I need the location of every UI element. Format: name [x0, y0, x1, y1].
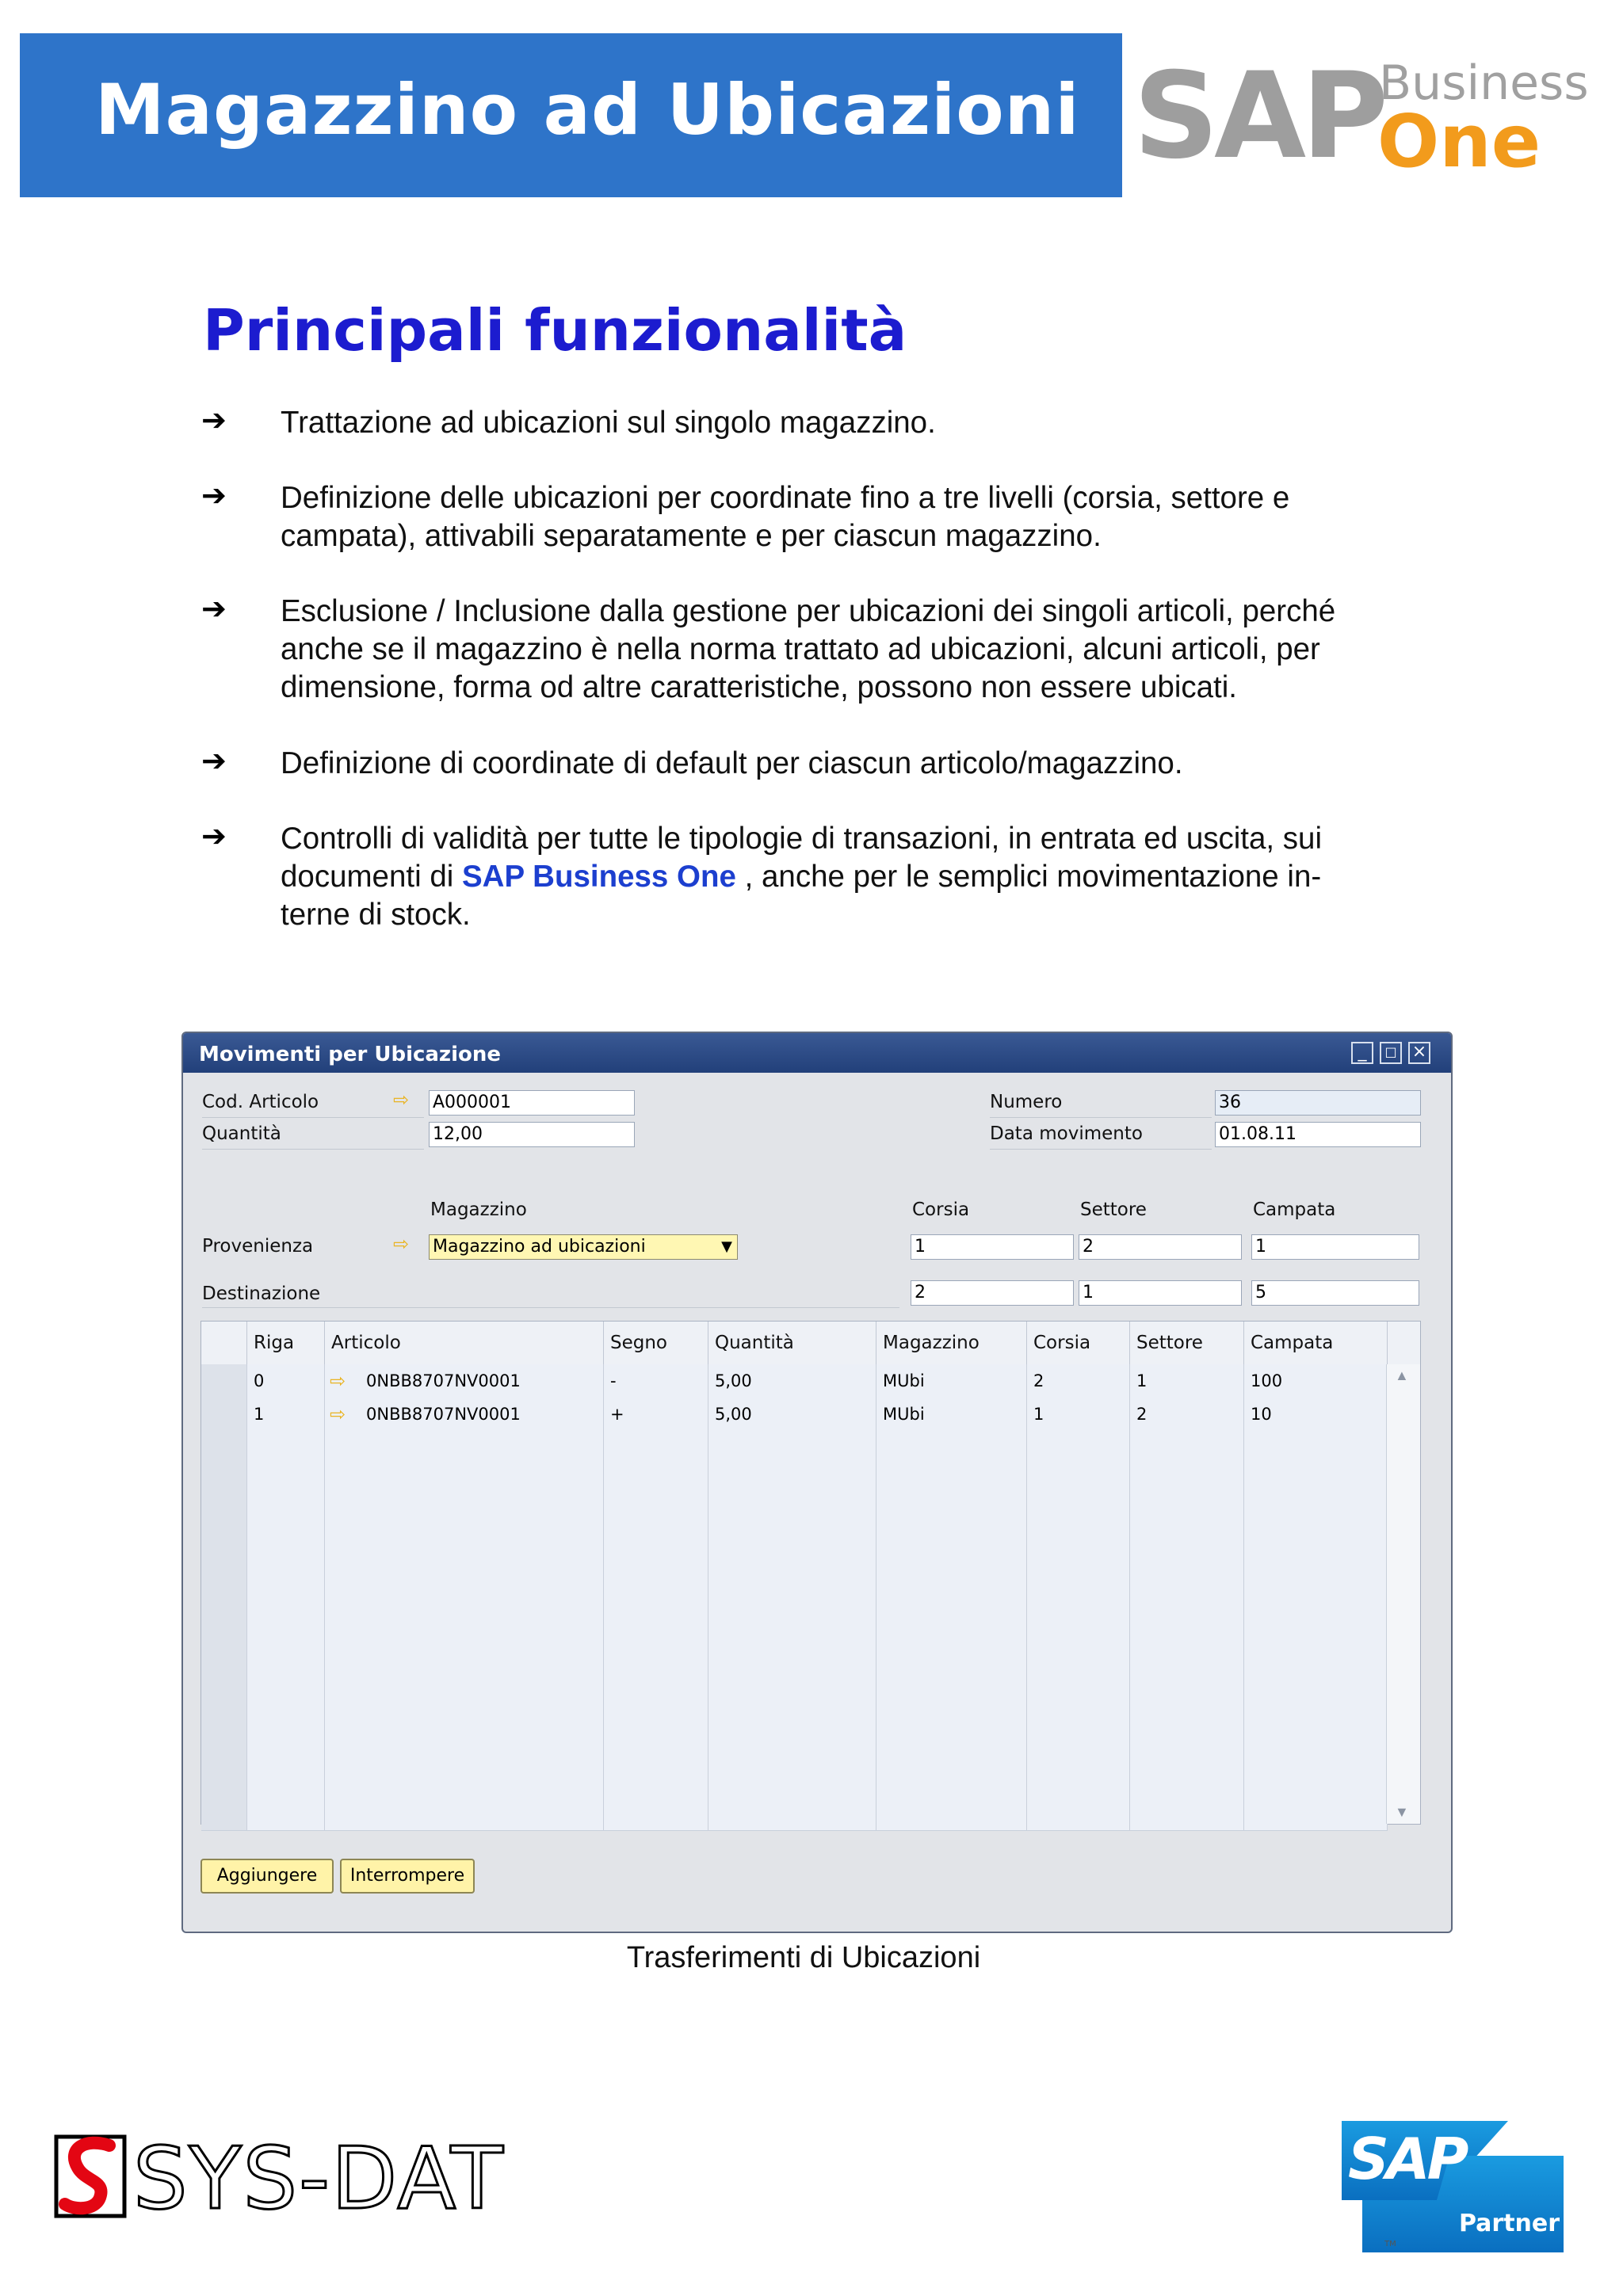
business-logo-text: Business — [1379, 55, 1589, 111]
empty-cell[interactable] — [247, 1597, 325, 1630]
empty-cell[interactable] — [247, 1464, 325, 1497]
empty-cell[interactable] — [876, 1764, 1027, 1797]
empty-cell[interactable] — [604, 1431, 708, 1464]
empty-cell[interactable] — [1027, 1564, 1130, 1597]
close-icon[interactable]: × — [1408, 1042, 1430, 1064]
empty-cell[interactable] — [247, 1797, 325, 1830]
partner-sap-text: SAP — [1348, 2126, 1466, 2192]
provenienza-corsia-field[interactable]: 1 — [911, 1234, 1074, 1260]
row-selector[interactable] — [201, 1531, 247, 1564]
provenienza-campata-field[interactable]: 1 — [1251, 1234, 1419, 1260]
row-selector[interactable] — [201, 1597, 247, 1630]
bullet-text: , anche per le semplici movimentazione in- — [735, 860, 1322, 894]
row-selector[interactable] — [201, 1398, 247, 1431]
empty-cell[interactable] — [325, 1764, 604, 1797]
document-title: Magazzino ad Ubicazioni — [95, 69, 1080, 151]
column-header[interactable]: Articolo — [325, 1322, 604, 1364]
bullet-line: Definizione di coordinate di default per ciascun articolo/magazzino. — [281, 746, 1183, 780]
provenienza-magazzino-select[interactable] — [429, 1234, 738, 1260]
numero-field: 36 — [1215, 1090, 1421, 1116]
empty-cell[interactable] — [876, 1464, 1027, 1497]
bullet-line: Esclusione / Inclusione dalla gestione per ubicazioni dei singoli articoli, perché — [281, 594, 1336, 628]
bullet-text: documenti di — [281, 860, 462, 894]
empty-cell[interactable] — [1244, 1664, 1388, 1697]
table-row[interactable] — [201, 1398, 1388, 1432]
table-row[interactable] — [201, 1597, 1388, 1631]
empty-cell[interactable] — [604, 1464, 708, 1497]
bullet-line: terne di stock. — [281, 898, 471, 932]
bullet-line: anche se il magazzino è nella norma trattato ad ubicazioni, alcuni articoli, per — [281, 632, 1320, 666]
empty-cell[interactable] — [325, 1730, 604, 1764]
empty-cell[interactable] — [708, 1730, 876, 1764]
divider — [990, 1149, 1212, 1150]
empty-cell[interactable] — [1130, 1697, 1244, 1730]
bullet-line: dimensione, forma od altre caratteristiche, possono non essere ubicati. — [281, 670, 1237, 704]
destinazione-campata-field[interactable]: 5 — [1251, 1280, 1419, 1306]
table-row[interactable] — [201, 1464, 1388, 1498]
trademark-text: TM — [1384, 2240, 1396, 2248]
vertical-scrollbar[interactable] — [1386, 1364, 1420, 1824]
empty-cell[interactable] — [876, 1664, 1027, 1697]
empty-cell[interactable] — [1244, 1464, 1388, 1497]
empty-cell[interactable] — [1027, 1464, 1130, 1497]
row-selector[interactable] — [201, 1764, 247, 1797]
link-arrow-icon[interactable]: ⇨ — [393, 1089, 410, 1111]
empty-cell[interactable] — [325, 1464, 604, 1497]
table-row[interactable] — [201, 1730, 1388, 1764]
empty-cell[interactable] — [604, 1531, 708, 1564]
empty-cell[interactable] — [1027, 1797, 1130, 1830]
maximize-icon[interactable]: □ — [1380, 1042, 1402, 1064]
scroll-up-icon[interactable]: ▲ — [1395, 1367, 1409, 1383]
row-selector[interactable] — [201, 1630, 247, 1664]
destinazione-label: Destinazione — [202, 1283, 321, 1304]
empty-cell[interactable] — [1027, 1764, 1130, 1797]
empty-cell[interactable] — [247, 1431, 325, 1464]
empty-cell[interactable] — [247, 1531, 325, 1564]
empty-cell[interactable] — [1244, 1497, 1388, 1531]
cell-text: 0NBB8707NV0001 — [366, 1371, 521, 1390]
empty-cell[interactable] — [1130, 1597, 1244, 1630]
empty-cell[interactable] — [325, 1531, 604, 1564]
bullet-line: Trattazione ad ubicazioni sul singolo magazzino. — [281, 406, 936, 440]
cell-magazzino[interactable]: MUbi — [876, 1364, 1027, 1398]
empty-cell[interactable] — [1130, 1431, 1244, 1464]
arrow-right-icon: ➔ — [201, 820, 227, 853]
cell-campata[interactable]: 10 — [1244, 1398, 1388, 1431]
arrow-right-icon: ➔ — [201, 593, 227, 626]
empty-cell[interactable] — [1130, 1564, 1244, 1597]
link-arrow-icon[interactable]: ⇨ — [393, 1233, 410, 1255]
empty-cell[interactable] — [1244, 1630, 1388, 1664]
one-logo-text: One — [1377, 99, 1541, 184]
bullet-line: campata), attivabili separatamente e per ciascun magazzino. — [281, 519, 1102, 553]
destinazione-corsia-field[interactable]: 2 — [911, 1280, 1074, 1306]
divider — [202, 1117, 424, 1118]
empty-cell[interactable] — [1130, 1464, 1244, 1497]
empty-cell[interactable] — [1130, 1764, 1244, 1797]
empty-cell[interactable] — [1130, 1531, 1244, 1564]
empty-cell[interactable] — [247, 1730, 325, 1764]
provenienza-label: Provenienza — [202, 1236, 314, 1257]
table-row[interactable] — [201, 1797, 1388, 1831]
header-banner — [20, 33, 1122, 197]
column-header[interactable]: Settore — [1130, 1322, 1244, 1364]
cell-corsia[interactable]: 1 — [1027, 1398, 1130, 1431]
empty-cell[interactable] — [325, 1564, 604, 1597]
row-selector[interactable] — [201, 1697, 247, 1730]
numero-label: Numero — [990, 1092, 1063, 1112]
divider — [990, 1117, 1212, 1118]
arrow-right-icon: ➔ — [201, 745, 227, 778]
table-row[interactable] — [201, 1431, 1388, 1465]
table-row[interactable] — [201, 1697, 1388, 1731]
window-title: Movimenti per Ubicazione — [199, 1043, 501, 1066]
movements-grid — [200, 1321, 1421, 1825]
section-title: Principali funzionalità — [203, 297, 907, 364]
settore-column-label: Settore — [1080, 1199, 1147, 1220]
data-movimento-field[interactable]: 01.08.11 — [1215, 1122, 1421, 1147]
figure-caption: Trasferimenti di Ubicazioni — [626, 1941, 981, 1974]
empty-cell[interactable] — [247, 1630, 325, 1664]
table-row[interactable] — [201, 1531, 1388, 1565]
sys-dat-logo — [54, 2130, 529, 2229]
quantita-label: Quantità — [202, 1123, 281, 1144]
empty-cell[interactable] — [1027, 1531, 1130, 1564]
empty-cell[interactable] — [1027, 1431, 1130, 1464]
cell-articolo[interactable] — [325, 1398, 604, 1431]
empty-cell[interactable] — [1130, 1730, 1244, 1764]
empty-cell[interactable] — [325, 1697, 604, 1730]
table-row[interactable] — [201, 1764, 1388, 1798]
cell-articolo[interactable] — [325, 1364, 604, 1398]
empty-cell[interactable] — [876, 1531, 1027, 1564]
scroll-down-icon[interactable]: ▼ — [1395, 1804, 1409, 1820]
dropdown-arrow-icon[interactable]: ▼ — [721, 1238, 732, 1255]
minimize-icon[interactable]: _ — [1351, 1042, 1373, 1064]
empty-cell[interactable] — [1027, 1730, 1130, 1764]
empty-cell[interactable] — [604, 1764, 708, 1797]
empty-cell[interactable] — [1244, 1564, 1388, 1597]
sys-dat-text: SYS-DAT — [133, 2130, 505, 2229]
row-selector[interactable] — [201, 1664, 247, 1697]
cell-segno[interactable]: - — [604, 1364, 708, 1398]
corsia-column-label: Corsia — [912, 1199, 970, 1220]
empty-cell[interactable] — [325, 1431, 604, 1464]
cod-articolo-field[interactable]: A000001 — [429, 1090, 635, 1116]
empty-cell[interactable] — [876, 1630, 1027, 1664]
empty-cell[interactable] — [1130, 1630, 1244, 1664]
empty-cell[interactable] — [1244, 1730, 1388, 1764]
cell-segno[interactable]: + — [604, 1398, 708, 1431]
empty-cell[interactable] — [604, 1797, 708, 1830]
empty-cell[interactable] — [876, 1730, 1027, 1764]
empty-cell[interactable] — [325, 1497, 604, 1531]
empty-cell[interactable] — [247, 1764, 325, 1797]
bullet-line — [281, 858, 1517, 896]
grid-header — [201, 1322, 1420, 1365]
cell-corsia[interactable]: 2 — [1027, 1364, 1130, 1398]
cell-campata[interactable]: 100 — [1244, 1364, 1388, 1398]
campata-column-label: Campata — [1253, 1199, 1336, 1220]
table-row[interactable] — [201, 1497, 1388, 1531]
empty-cell[interactable] — [604, 1730, 708, 1764]
add-button[interactable]: Aggiungere — [200, 1859, 334, 1894]
empty-cell[interactable] — [1244, 1431, 1388, 1464]
table-row[interactable] — [201, 1564, 1388, 1598]
empty-cell[interactable] — [604, 1497, 708, 1531]
column-header[interactable]: Campata — [1244, 1322, 1388, 1364]
empty-cell[interactable] — [1130, 1497, 1244, 1531]
empty-cell[interactable] — [1027, 1630, 1130, 1664]
empty-cell[interactable] — [876, 1797, 1027, 1830]
empty-cell[interactable] — [708, 1697, 876, 1730]
arrow-right-icon: ➔ — [201, 479, 227, 513]
column-header[interactable]: Corsia — [1027, 1322, 1130, 1364]
empty-cell[interactable] — [708, 1764, 876, 1797]
cod-articolo-label: Cod. Articolo — [202, 1092, 319, 1112]
empty-cell[interactable] — [876, 1697, 1027, 1730]
divider — [202, 1307, 899, 1308]
column-header[interactable]: Magazzino — [876, 1322, 1027, 1364]
empty-cell[interactable] — [708, 1464, 876, 1497]
data-movimento-label: Data movimento — [990, 1123, 1143, 1144]
empty-cell[interactable] — [708, 1564, 876, 1597]
sap-partner-logo — [1342, 2121, 1564, 2252]
column-header[interactable]: Riga — [247, 1322, 325, 1364]
quantita-field[interactable]: 12,00 — [429, 1122, 635, 1147]
row-selector[interactable] — [201, 1564, 247, 1597]
magazzino-column-label: Magazzino — [430, 1199, 527, 1220]
table-row[interactable] — [201, 1364, 1388, 1398]
cell-settore[interactable]: 2 — [1130, 1398, 1244, 1431]
column-header[interactable]: Quantità — [708, 1322, 876, 1364]
link-arrow-icon[interactable]: ⇨ — [330, 1403, 346, 1425]
cell-settore[interactable]: 1 — [1130, 1364, 1244, 1398]
empty-cell[interactable] — [1027, 1697, 1130, 1730]
empty-cell[interactable] — [876, 1597, 1027, 1630]
empty-cell[interactable] — [1244, 1797, 1388, 1830]
empty-cell[interactable] — [325, 1664, 604, 1697]
empty-cell[interactable] — [1130, 1797, 1244, 1830]
empty-cell[interactable] — [604, 1664, 708, 1697]
empty-cell[interactable] — [325, 1797, 604, 1830]
bullet-line: Controlli di validità per tutte le tipologie di transazioni, in entrata ed uscita, sui — [281, 822, 1323, 856]
empty-cell[interactable] — [325, 1630, 604, 1664]
empty-cell[interactable] — [1244, 1764, 1388, 1797]
cell-riga[interactable]: 1 — [247, 1398, 325, 1431]
empty-cell[interactable] — [1027, 1497, 1130, 1531]
divider — [202, 1149, 424, 1150]
cell-quantita[interactable]: 5,00 — [708, 1398, 876, 1431]
provenienza-settore-field[interactable]: 2 — [1079, 1234, 1242, 1260]
partner-label: Partner — [1459, 2210, 1560, 2237]
row-selector[interactable] — [201, 1497, 247, 1531]
empty-cell[interactable] — [604, 1697, 708, 1730]
destinazione-settore-field[interactable]: 1 — [1079, 1280, 1242, 1306]
cancel-button[interactable]: Interrompere — [340, 1859, 475, 1894]
sap-business-one-logo — [1133, 48, 1589, 185]
column-header[interactable]: Segno — [604, 1322, 708, 1364]
row-selector[interactable] — [201, 1730, 247, 1764]
empty-cell[interactable] — [604, 1630, 708, 1664]
link-arrow-icon[interactable]: ⇨ — [330, 1370, 346, 1392]
row-header-corner — [201, 1322, 247, 1364]
table-row[interactable] — [201, 1630, 1388, 1665]
empty-cell[interactable] — [708, 1597, 876, 1630]
row-selector[interactable] — [201, 1464, 247, 1497]
empty-cell[interactable] — [247, 1564, 325, 1597]
empty-cell[interactable] — [1244, 1597, 1388, 1630]
empty-cell[interactable] — [325, 1597, 604, 1630]
empty-cell[interactable] — [247, 1697, 325, 1730]
empty-cell[interactable] — [876, 1431, 1027, 1464]
empty-cell[interactable] — [1027, 1597, 1130, 1630]
bullet-line: Definizione delle ubicazioni per coordinate fino a tre livelli (corsia, settore e — [281, 481, 1290, 515]
window-titlebar[interactable] — [183, 1033, 1451, 1073]
cell-text: 0NBB8707NV0001 — [366, 1405, 521, 1424]
empty-cell[interactable] — [247, 1664, 325, 1697]
cell-quantita[interactable]: 5,00 — [708, 1364, 876, 1398]
row-selector[interactable] — [201, 1797, 247, 1830]
empty-cell[interactable] — [708, 1497, 876, 1531]
empty-cell[interactable] — [1244, 1697, 1388, 1730]
empty-cell[interactable] — [708, 1431, 876, 1464]
select-value: Magazzino ad ubicazioni — [433, 1237, 646, 1257]
empty-cell[interactable] — [708, 1531, 876, 1564]
row-selector[interactable] — [201, 1364, 247, 1398]
empty-cell[interactable] — [708, 1797, 876, 1830]
movimenti-window — [181, 1032, 1453, 1933]
cell-riga[interactable]: 0 — [247, 1364, 325, 1398]
empty-cell[interactable] — [1244, 1531, 1388, 1564]
empty-cell[interactable] — [876, 1497, 1027, 1531]
sap-business-one-brand: SAP Business One — [462, 860, 736, 894]
cell-magazzino[interactable]: MUbi — [876, 1398, 1027, 1431]
sys-dat-mark-icon — [54, 2134, 127, 2218]
empty-cell[interactable] — [247, 1497, 325, 1531]
sap-logo-text: SAP — [1133, 48, 1384, 185]
empty-cell[interactable] — [876, 1564, 1027, 1597]
empty-cell[interactable] — [604, 1564, 708, 1597]
empty-cell[interactable] — [1027, 1664, 1130, 1697]
empty-cell[interactable] — [708, 1630, 876, 1664]
arrow-right-icon: ➔ — [201, 404, 227, 437]
empty-cell[interactable] — [708, 1664, 876, 1697]
empty-cell[interactable] — [604, 1597, 708, 1630]
row-selector[interactable] — [201, 1431, 247, 1464]
empty-cell[interactable] — [1130, 1664, 1244, 1697]
table-row[interactable] — [201, 1664, 1388, 1698]
